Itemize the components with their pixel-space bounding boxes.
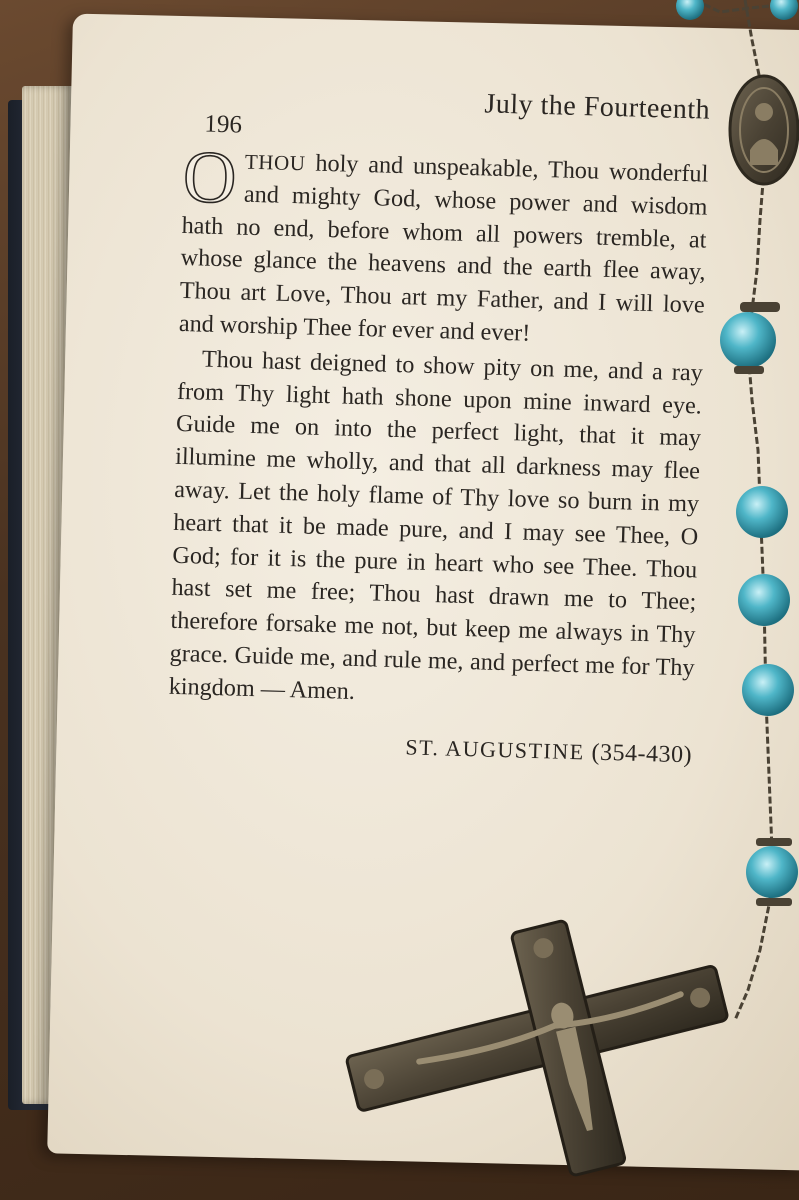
prayer-text xyxy=(168,135,709,718)
page-content xyxy=(167,70,711,769)
attribution-author: ST. AUGUSTINE xyxy=(405,733,585,764)
paragraph-1-text: holy and unspeakable, Thou wonderful and mighty God, whose power and wisdom hath no end, before whom all powers tremble, at whose glance the heavens and the earth flee away, Thou art Love, Thou art my Father, and I will love and worship Thee for ever and ever! xyxy=(178,149,709,347)
opening-word: THOU xyxy=(244,149,306,176)
attribution-years: (354-430) xyxy=(591,739,693,768)
drop-cap: O xyxy=(181,135,238,220)
page-title: July the Fourteenth xyxy=(484,88,711,126)
prayer-paragraph-1 xyxy=(178,135,709,355)
page-number: 196 xyxy=(204,110,243,139)
prayer-paragraph-2: Thou hast deigned to show pity on me, and a ray from Thy light hath shone upon mine inward eye. Guide me on into the perfect light, that it may illumine me wholly, and that all darkness may flee away. Let the holy flame of Thy love so burn in my heart that it be made pure, and I may see Thee, O God; for it is the pure in heart who see Thee. Thou hast set me free; Thou hast drawn me to Thee; therefore forsake me not, but keep me always in Thy grace. Guide me, and rule me, and perfect me for Thy kingdom — Amen. xyxy=(168,345,704,705)
